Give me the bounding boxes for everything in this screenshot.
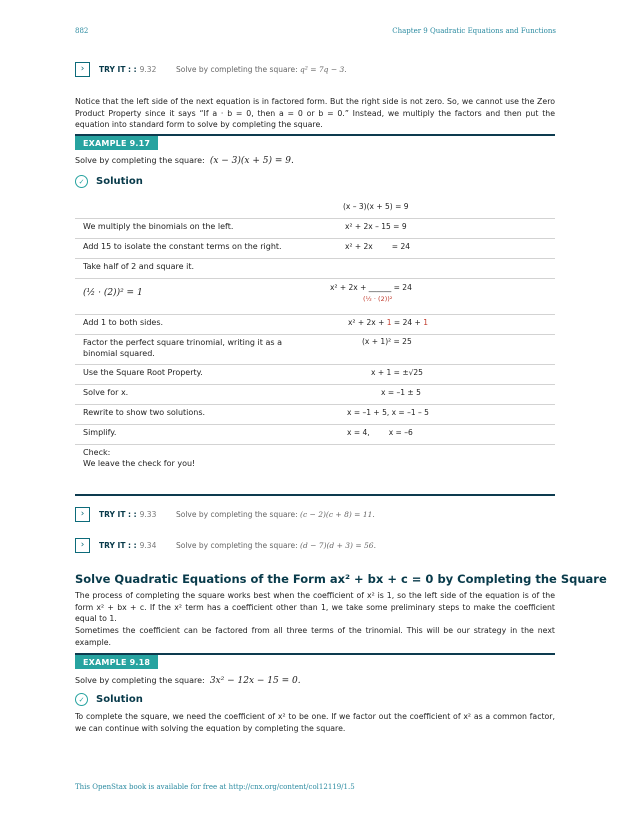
solution-label: Solution [96, 694, 143, 705]
try-it-number: 9.34 [139, 540, 157, 550]
step-work: x = 4, x = –6 [347, 428, 413, 437]
step-text: Add 15 to isolate the constant terms on the right. [83, 242, 282, 251]
step-text: Use the Square Root Property. [83, 368, 203, 377]
try-it-instruction: Solve by completing the square: [176, 64, 298, 74]
page-number: 882 [75, 27, 89, 35]
try-it-label: TRY IT : : [99, 64, 137, 74]
step-text: Add 1 to both sides. [83, 318, 164, 327]
try-it-number: 9.32 [139, 64, 157, 74]
table-row [75, 334, 555, 365]
table-row [75, 218, 555, 239]
table-row [75, 444, 555, 474]
try-it-equation: q² = 7q − 3. [300, 64, 347, 74]
step-work: x² + 2x + ______ = 24 [330, 283, 412, 292]
table-row [75, 198, 555, 219]
step-work-sub: (½ · (2))² [363, 295, 393, 303]
chevron-right-icon[interactable]: › [75, 538, 90, 553]
work-part: x² + 2x + [348, 318, 387, 327]
section-heading: Solve Quadratic Equations of the Form ax² + bx + c = 0 by Completing the Square [75, 572, 607, 586]
solution-heading [75, 693, 143, 706]
step-work: x² + 2x = 24 [345, 242, 410, 251]
section-paragraph: The process of completing the square works best when the coefficient of x² is 1, so the left side of the equation is of the form x² + bx + c. If the x² term has a coefficient other than 1, we take some preliminary steps to make the coefficient equal to 1. [75, 591, 555, 623]
table-row [75, 364, 555, 385]
step-work: x = –1 + 5, x = –1 – 5 [347, 408, 429, 417]
try-it-9-34 [75, 537, 555, 553]
check-circle-icon: ✓ [75, 693, 88, 706]
step-text: Simplify. [83, 428, 117, 437]
step-text: Rewrite to show two solutions. [83, 408, 206, 417]
problem-text: Solve by completing the square: [75, 676, 205, 685]
footer-text: This OpenStax book is available for free at http://cnx.org/content/col12119/1.5 [75, 783, 355, 791]
example-label: EXAMPLE 9.18 [75, 655, 158, 669]
step-text: Check: We leave the check for you! [83, 448, 196, 468]
solution-heading [75, 175, 143, 188]
solution-paragraph: To complete the square, we need the coefficient of x² to be one. If we factor out the coefficient of x² as a common factor, we can continue with solving the equation by completing the square. [75, 712, 555, 733]
initial-work: (x – 3)(x + 5) = 9 [343, 202, 409, 211]
step-work: x + 1 = ±√25 [371, 368, 423, 377]
try-it-number: 9.33 [139, 509, 157, 519]
example-bottom-rule [75, 494, 555, 496]
table-row [75, 424, 555, 445]
step-text: Factor the perfect square trinomial, writing it as a binomial squared. [83, 338, 282, 358]
problem-equation: 3x² − 12x − 15 = 0. [209, 676, 301, 686]
example-problem [75, 676, 301, 686]
work-part: = 24 + [391, 318, 424, 327]
table-row [75, 258, 555, 279]
step-text: (½ · (2))² = 1 [83, 288, 143, 298]
chevron-right-icon[interactable]: › [75, 62, 90, 77]
try-it-equation: (d − 7)(d + 3) = 56. [300, 540, 376, 550]
example-label: EXAMPLE 9.17 [75, 136, 158, 150]
table-row [75, 404, 555, 425]
step-text: We multiply the binomials on the left. [83, 222, 234, 231]
step-work [348, 318, 428, 327]
work-red: 1 [386, 318, 392, 327]
step-work: (x + 1)² = 25 [362, 337, 412, 346]
step-work: x = –1 ± 5 [381, 388, 421, 397]
intro-paragraph: Notice that the left side of the next equation is in factored form. But the right side is not zero. So, we cannot use the Zero Product Property since it says “If a · b = 0, then a = 0 or b = 0.” Instead, we multiply the factors and then put the equation into standard form to solve by completing the square. [75, 97, 555, 129]
try-it-9-32 [75, 61, 555, 77]
work-red: 1 [423, 318, 428, 327]
step-text: Solve for x. [83, 388, 129, 397]
try-it-label: TRY IT : : [99, 540, 137, 550]
section-paragraph: Sometimes the coefficient can be factored from all three terms of the trinomial. This will be our strategy in the next example. [75, 626, 555, 647]
table-row [75, 384, 555, 405]
try-it-9-33 [75, 506, 555, 522]
try-it-instruction: Solve by completing the square: [176, 540, 298, 550]
try-it-label: TRY IT : : [99, 509, 137, 519]
chapter-title: Chapter 9 Quadratic Equations and Functions [392, 27, 556, 35]
problem-equation: (x − 3)(x + 5) = 9. [209, 156, 294, 166]
try-it-equation: (c − 2)(c + 8) = 11. [300, 509, 375, 519]
table-row [75, 278, 555, 315]
problem-text: Solve by completing the square: [75, 156, 205, 165]
table-row [75, 238, 555, 259]
try-it-instruction: Solve by completing the square: [176, 509, 298, 519]
solution-label: Solution [96, 176, 143, 187]
step-text: Take half of 2 and square it. [83, 262, 195, 271]
step-work: x² + 2x – 15 = 9 [345, 222, 407, 231]
chevron-right-icon[interactable]: › [75, 507, 90, 522]
example-problem [75, 156, 294, 166]
check-circle-icon: ✓ [75, 175, 88, 188]
table-row [75, 314, 555, 335]
